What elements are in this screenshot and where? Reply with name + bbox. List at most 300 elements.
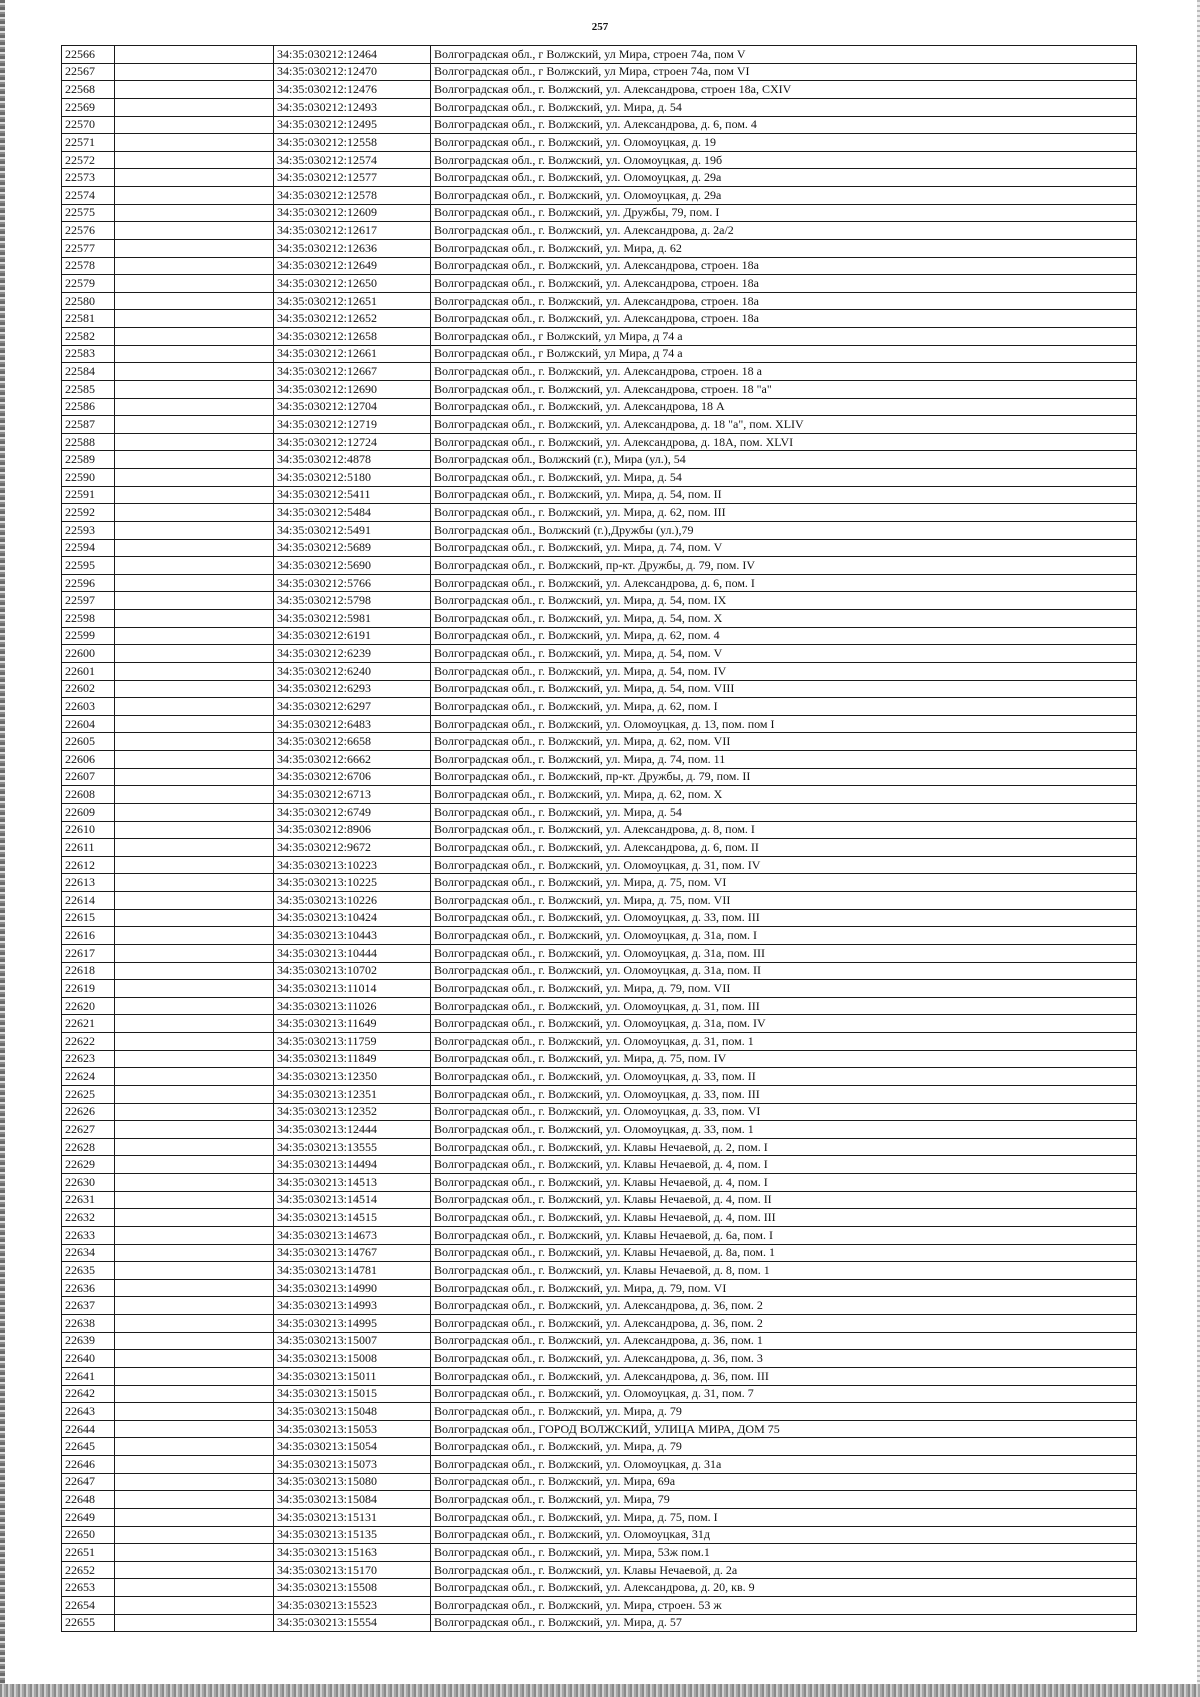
table-row [62, 204, 1137, 222]
row-number-cell: 22627 [62, 1121, 115, 1139]
empty-cell [115, 1579, 274, 1597]
address-cell: Волгоградская обл., г. Волжский, ул. Оломоуцкая, д. 19 [431, 134, 1137, 152]
row-number-cell: 22615 [62, 909, 115, 927]
row-number-cell: 22614 [62, 892, 115, 910]
address-cell: Волгоградская обл., г. Волжский, ул. Мира, строен. 53 ж [431, 1597, 1137, 1615]
row-number-cell: 22611 [62, 839, 115, 857]
row-number-cell: 22597 [62, 592, 115, 610]
empty-cell [115, 469, 274, 487]
table-row [62, 751, 1137, 769]
table-row [62, 1332, 1137, 1350]
empty-cell [115, 486, 274, 504]
empty-cell [115, 786, 274, 804]
cadastral-number-cell: 34:35:030212:5491 [274, 521, 431, 539]
cadastral-number-cell: 34:35:030213:15554 [274, 1614, 431, 1632]
empty-cell [115, 1015, 274, 1033]
row-number-cell: 22637 [62, 1297, 115, 1315]
table-row [62, 892, 1137, 910]
table-row [62, 1385, 1137, 1403]
address-cell: Волгоградская обл., г. Волжский, ул. Мира, д. 74, пом. V [431, 539, 1137, 557]
table-row [62, 856, 1137, 874]
row-number-cell: 22652 [62, 1561, 115, 1579]
cadastral-number-cell: 34:35:030212:12578 [274, 187, 431, 205]
address-cell: Волгоградская обл., г. Волжский, ул. Мира, д. 62, пом. 4 [431, 627, 1137, 645]
registry-table-body [62, 46, 1137, 1632]
table-row [62, 239, 1137, 257]
table-row [62, 680, 1137, 698]
cadastral-number-cell: 34:35:030212:12577 [274, 169, 431, 187]
row-number-cell: 22574 [62, 187, 115, 205]
row-number-cell: 22641 [62, 1367, 115, 1385]
empty-cell [115, 292, 274, 310]
empty-cell [115, 222, 274, 240]
cadastral-number-cell: 34:35:030212:12724 [274, 433, 431, 451]
cadastral-number-cell: 34:35:030213:10702 [274, 962, 431, 980]
address-cell: Волгоградская обл., г. Волжский, ул. Клавы Нечаевой, д. 2, пом. I [431, 1138, 1137, 1156]
cadastral-number-cell: 34:35:030212:12719 [274, 416, 431, 434]
empty-cell [115, 1103, 274, 1121]
table-row [62, 627, 1137, 645]
table-row [62, 416, 1137, 434]
empty-cell [115, 345, 274, 363]
empty-cell [115, 63, 274, 81]
table-row [62, 698, 1137, 716]
address-cell: Волгоградская обл., г. Волжский, ул. Оломоуцкая, д. 31, пом. 1 [431, 1033, 1137, 1051]
address-cell: Волгоградская обл., г. Волжский, ул. Мира, д. 74, пом. 11 [431, 751, 1137, 769]
cadastral-number-cell: 34:35:030213:10223 [274, 856, 431, 874]
cadastral-number-cell: 34:35:030212:12649 [274, 257, 431, 275]
cadastral-number-cell: 34:35:030212:12690 [274, 380, 431, 398]
address-cell: Волгоградская обл., г Волжский, ул Мира, строен 74а, пом VI [431, 63, 1137, 81]
address-cell: Волгоградская обл., г. Волжский, ул. Мира, д. 75, пом. VI [431, 874, 1137, 892]
empty-cell [115, 81, 274, 99]
page-number: 257 [591, 21, 609, 33]
row-number-cell: 22603 [62, 698, 115, 716]
address-cell: Волгоградская обл., г. Волжский, ул. Клавы Нечаевой, д. 8а, пом. 1 [431, 1244, 1137, 1262]
table-row [62, 310, 1137, 328]
row-number-cell: 22640 [62, 1350, 115, 1368]
empty-cell [115, 1456, 274, 1474]
table-row [62, 1597, 1137, 1615]
row-number-cell: 22582 [62, 328, 115, 346]
empty-cell [115, 1226, 274, 1244]
row-number-cell: 22577 [62, 239, 115, 257]
empty-cell [115, 1156, 274, 1174]
empty-cell [115, 1033, 274, 1051]
empty-cell [115, 1138, 274, 1156]
row-number-cell: 22591 [62, 486, 115, 504]
table-row [62, 469, 1137, 487]
table-row [62, 733, 1137, 751]
table-row [62, 275, 1137, 293]
address-cell: Волгоградская обл., г. Волжский, ул. Оломоуцкая, д. 29а [431, 169, 1137, 187]
cadastral-number-cell: 34:35:030212:12650 [274, 275, 431, 293]
cadastral-number-cell: 34:35:030212:5766 [274, 574, 431, 592]
empty-cell [115, 1121, 274, 1139]
table-row [62, 803, 1137, 821]
table-row [62, 1050, 1137, 1068]
empty-cell [115, 363, 274, 381]
address-cell: Волгоградская обл., г. Волжский, ул. Мира, д. 75, пом. I [431, 1508, 1137, 1526]
table-row [62, 1156, 1137, 1174]
address-cell: Волгоградская обл., г. Волжский, ул. Мира, д. 62, пом. X [431, 786, 1137, 804]
cadastral-number-cell: 34:35:030212:12617 [274, 222, 431, 240]
table-row [62, 504, 1137, 522]
address-cell: Волгоградская обл., г. Волжский, ул. Оломоуцкая, д. 31а, пом. IV [431, 1015, 1137, 1033]
empty-cell [115, 1385, 274, 1403]
empty-cell [115, 1420, 274, 1438]
table-row [62, 46, 1137, 64]
row-number-cell: 22623 [62, 1050, 115, 1068]
cadastral-number-cell: 34:35:030212:6662 [274, 751, 431, 769]
table-row [62, 328, 1137, 346]
empty-cell [115, 204, 274, 222]
table-row [62, 1121, 1137, 1139]
row-number-cell: 22594 [62, 539, 115, 557]
empty-cell [115, 1262, 274, 1280]
address-cell: Волгоградская обл., г. Волжский, ул. Мира, д. 54, пом. II [431, 486, 1137, 504]
empty-cell [115, 539, 274, 557]
cadastral-number-cell: 34:35:030212:6713 [274, 786, 431, 804]
address-cell: Волгоградская обл., г. Волжский, ул. Александрова, строен. 18а [431, 292, 1137, 310]
row-number-cell: 22639 [62, 1332, 115, 1350]
scan-edge-bottom [0, 1684, 1200, 1697]
table-row [62, 1279, 1137, 1297]
cadastral-number-cell: 34:35:030213:10225 [274, 874, 431, 892]
table-row [62, 345, 1137, 363]
row-number-cell: 22633 [62, 1226, 115, 1244]
cadastral-number-cell: 34:35:030213:11014 [274, 980, 431, 998]
empty-cell [115, 275, 274, 293]
address-cell: Волгоградская обл., г. Волжский, ул. Оломоуцкая, д. 31а, пом. I [431, 927, 1137, 945]
cadastral-number-cell: 34:35:030213:10444 [274, 944, 431, 962]
empty-cell [115, 1403, 274, 1421]
table-row [62, 63, 1137, 81]
table-row [62, 1174, 1137, 1192]
table-row [62, 1508, 1137, 1526]
table-row [62, 116, 1137, 134]
table-row [62, 1244, 1137, 1262]
address-cell: Волгоградская обл., г. Волжский, ул. Оломоуцкая, д. 33, пом. III [431, 909, 1137, 927]
row-number-cell: 22573 [62, 169, 115, 187]
address-cell: Волгоградская обл., г. Волжский, ул. Мира, д. 79, пом. VI [431, 1279, 1137, 1297]
cadastral-number-cell: 34:35:030212:5981 [274, 610, 431, 628]
address-cell: Волгоградская обл., ГОРОД ВОЛЖСКИЙ, УЛИЦА МИРА, ДОМ 75 [431, 1420, 1137, 1438]
empty-cell [115, 416, 274, 434]
table-row [62, 962, 1137, 980]
address-cell: Волгоградская обл., Волжский (г.),Дружбы (ул.),79 [431, 521, 1137, 539]
address-cell: Волгоградская обл., г. Волжский, ул. Клавы Нечаевой, д. 4, пом. II [431, 1191, 1137, 1209]
cadastral-number-cell: 34:35:030213:12444 [274, 1121, 431, 1139]
row-number-cell: 22616 [62, 927, 115, 945]
empty-cell [115, 257, 274, 275]
cadastral-number-cell: 34:35:030212:9672 [274, 839, 431, 857]
table-row [62, 1579, 1137, 1597]
table-row [62, 645, 1137, 663]
cadastral-number-cell: 34:35:030213:14990 [274, 1279, 431, 1297]
empty-cell [115, 645, 274, 663]
address-cell: Волгоградская обл., г. Волжский, ул. Мира, д. 79 [431, 1438, 1137, 1456]
cadastral-number-cell: 34:35:030212:12464 [274, 46, 431, 64]
cadastral-number-cell: 34:35:030213:15508 [274, 1579, 431, 1597]
address-cell: Волгоградская обл., г. Волжский, ул. Мира, д. 54, пом. VIII [431, 680, 1137, 698]
table-row [62, 81, 1137, 99]
address-cell: Волгоградская обл., г. Волжский, ул. Александрова, строен. 18а [431, 275, 1137, 293]
address-cell: Волгоградская обл., г. Волжский, ул. Мира, 53ж пом.1 [431, 1544, 1137, 1562]
cadastral-number-cell: 34:35:030212:12476 [274, 81, 431, 99]
address-cell: Волгоградская обл., г. Волжский, ул. Александрова, строен. 18 "а" [431, 380, 1137, 398]
row-number-cell: 22618 [62, 962, 115, 980]
table-row [62, 1262, 1137, 1280]
row-number-cell: 22612 [62, 856, 115, 874]
table-row [62, 944, 1137, 962]
cadastral-number-cell: 34:35:030212:6239 [274, 645, 431, 663]
row-number-cell: 22607 [62, 768, 115, 786]
table-row [62, 1614, 1137, 1632]
empty-cell [115, 433, 274, 451]
empty-cell [115, 856, 274, 874]
cadastral-number-cell: 34:35:030213:15073 [274, 1456, 431, 1474]
row-number-cell: 22589 [62, 451, 115, 469]
cadastral-number-cell: 34:35:030212:12661 [274, 345, 431, 363]
cadastral-number-cell: 34:35:030213:15163 [274, 1544, 431, 1562]
cadastral-number-cell: 34:35:030212:12651 [274, 292, 431, 310]
row-number-cell: 22584 [62, 363, 115, 381]
empty-cell [115, 962, 274, 980]
empty-cell [115, 1438, 274, 1456]
empty-cell [115, 1473, 274, 1491]
row-number-cell: 22590 [62, 469, 115, 487]
row-number-cell: 22651 [62, 1544, 115, 1562]
table-row [62, 187, 1137, 205]
cadastral-number-cell: 34:35:030213:15523 [274, 1597, 431, 1615]
row-number-cell: 22628 [62, 1138, 115, 1156]
row-number-cell: 22646 [62, 1456, 115, 1474]
cadastral-number-cell: 34:35:030213:15053 [274, 1420, 431, 1438]
row-number-cell: 22631 [62, 1191, 115, 1209]
cadastral-number-cell: 34:35:030213:15084 [274, 1491, 431, 1509]
address-cell: Волгоградская обл., г. Волжский, ул. Мира, д. 54 [431, 98, 1137, 116]
row-number-cell: 22588 [62, 433, 115, 451]
cadastral-number-cell: 34:35:030212:5484 [274, 504, 431, 522]
row-number-cell: 22632 [62, 1209, 115, 1227]
cadastral-number-cell: 34:35:030213:14515 [274, 1209, 431, 1227]
empty-cell [115, 1367, 274, 1385]
row-number-cell: 22653 [62, 1579, 115, 1597]
cadastral-number-cell: 34:35:030212:6658 [274, 733, 431, 751]
cadastral-number-cell: 34:35:030213:14514 [274, 1191, 431, 1209]
address-cell: Волгоградская обл., г. Волжский, ул. Мира, д. 62, пом. III [431, 504, 1137, 522]
table-row [62, 222, 1137, 240]
empty-cell [115, 803, 274, 821]
address-cell: Волгоградская обл., г. Волжский, ул. Оломоуцкая, д. 31, пом. IV [431, 856, 1137, 874]
address-cell: Волгоградская обл., г. Волжский, ул. Александрова, строен. 18а [431, 257, 1137, 275]
address-cell: Волгоградская обл., г. Волжский, ул. Оломоуцкая, д. 31а, пом. II [431, 962, 1137, 980]
address-cell: Волгоградская обл., г. Волжский, ул. Александрова, д. 6, пом. I [431, 574, 1137, 592]
address-cell: Волгоградская обл., г. Волжский, ул. Клавы Нечаевой, д. 6а, пом. I [431, 1226, 1137, 1244]
address-cell: Волгоградская обл., г. Волжский, ул. Мира, д. 54, пом. V [431, 645, 1137, 663]
row-number-cell: 22606 [62, 751, 115, 769]
table-row [62, 1473, 1137, 1491]
empty-cell [115, 1068, 274, 1086]
empty-cell [115, 1244, 274, 1262]
table-row [62, 134, 1137, 152]
row-number-cell: 22593 [62, 521, 115, 539]
table-row [62, 1103, 1137, 1121]
empty-cell [115, 1279, 274, 1297]
address-cell: Волгоградская обл., г. Волжский, ул. Оломоуцкая, д. 33, пом. II [431, 1068, 1137, 1086]
address-cell: Волгоградская обл., г. Волжский, ул. Оломоуцкая, д. 33, пом. VI [431, 1103, 1137, 1121]
cadastral-number-cell: 34:35:030213:15011 [274, 1367, 431, 1385]
empty-cell [115, 768, 274, 786]
empty-cell [115, 169, 274, 187]
address-cell: Волгоградская обл., г. Волжский, ул. Мира, д. 54, пом. IV [431, 662, 1137, 680]
cadastral-number-cell: 34:35:030212:12493 [274, 98, 431, 116]
row-number-cell: 22576 [62, 222, 115, 240]
address-cell: Волгоградская обл., г. Волжский, ул. Александрова, д. 20, кв. 9 [431, 1579, 1137, 1597]
row-number-cell: 22570 [62, 116, 115, 134]
table-row [62, 909, 1137, 927]
cadastral-number-cell: 34:35:030212:12609 [274, 204, 431, 222]
cadastral-number-cell: 34:35:030213:11649 [274, 1015, 431, 1033]
empty-cell [115, 1315, 274, 1333]
empty-cell [115, 504, 274, 522]
table-row [62, 592, 1137, 610]
table-row [62, 1491, 1137, 1509]
row-number-cell: 22619 [62, 980, 115, 998]
cadastral-number-cell: 34:35:030213:13555 [274, 1138, 431, 1156]
address-cell: Волгоградская обл., г Волжский, ул Мира, строен 74а, пом V [431, 46, 1137, 64]
row-number-cell: 22645 [62, 1438, 115, 1456]
cadastral-number-cell: 34:35:030212:6240 [274, 662, 431, 680]
row-number-cell: 22595 [62, 557, 115, 575]
empty-cell [115, 1526, 274, 1544]
cadastral-number-cell: 34:35:030212:12667 [274, 363, 431, 381]
row-number-cell: 22613 [62, 874, 115, 892]
table-row [62, 610, 1137, 628]
cadastral-number-cell: 34:35:030213:15131 [274, 1508, 431, 1526]
table-row [62, 1350, 1137, 1368]
address-cell: Волгоградская обл., г. Волжский, ул. Александрова, 18 А [431, 398, 1137, 416]
row-number-cell: 22609 [62, 803, 115, 821]
row-number-cell: 22601 [62, 662, 115, 680]
cadastral-number-cell: 34:35:030212:6706 [274, 768, 431, 786]
cadastral-number-cell: 34:35:030212:6293 [274, 680, 431, 698]
table-row [62, 1191, 1137, 1209]
empty-cell [115, 892, 274, 910]
address-cell: Волгоградская обл., г. Волжский, ул. Оломоуцкая, д. 33, пом. 1 [431, 1121, 1137, 1139]
empty-cell [115, 1508, 274, 1526]
empty-cell [115, 380, 274, 398]
row-number-cell: 22596 [62, 574, 115, 592]
empty-cell [115, 839, 274, 857]
table-row [62, 1420, 1137, 1438]
table-row [62, 98, 1137, 116]
table-row [62, 1033, 1137, 1051]
table-row [62, 997, 1137, 1015]
address-cell: Волгоградская обл., г. Волжский, ул. Мира, д. 54, пом. IX [431, 592, 1137, 610]
table-row [62, 1544, 1137, 1562]
table-row [62, 1456, 1137, 1474]
empty-cell [115, 451, 274, 469]
row-number-cell: 22605 [62, 733, 115, 751]
cadastral-number-cell: 34:35:030212:6483 [274, 715, 431, 733]
empty-cell [115, 1085, 274, 1103]
row-number-cell: 22604 [62, 715, 115, 733]
table-row [62, 380, 1137, 398]
address-cell: Волгоградская обл., г. Волжский, ул. Мира, д. 75, пом. VII [431, 892, 1137, 910]
address-cell: Волгоградская обл., г. Волжский, ул. Оломоуцкая, д. 19б [431, 151, 1137, 169]
empty-cell [115, 1597, 274, 1615]
address-cell: Волгоградская обл., г. Волжский, ул. Клавы Нечаевой, д. 8, пом. 1 [431, 1262, 1137, 1280]
row-number-cell: 22647 [62, 1473, 115, 1491]
cadastral-number-cell: 34:35:030212:12658 [274, 328, 431, 346]
row-number-cell: 22626 [62, 1103, 115, 1121]
row-number-cell: 22586 [62, 398, 115, 416]
address-cell: Волгоградская обл., г. Волжский, ул. Мира, д. 62, пом. I [431, 698, 1137, 716]
empty-cell [115, 1174, 274, 1192]
row-number-cell: 22643 [62, 1403, 115, 1421]
empty-cell [115, 610, 274, 628]
empty-cell [115, 151, 274, 169]
address-cell: Волгоградская обл., г. Волжский, ул. Мира, д. 54 [431, 803, 1137, 821]
row-number-cell: 22617 [62, 944, 115, 962]
row-number-cell: 22622 [62, 1033, 115, 1051]
address-cell: Волгоградская обл., г. Волжский, ул. Оломоуцкая, д. 31, пом. 7 [431, 1385, 1137, 1403]
address-cell: Волгоградская обл., г. Волжский, ул. Оломоуцкая, д. 31а, пом. III [431, 944, 1137, 962]
cadastral-number-cell: 34:35:030212:12636 [274, 239, 431, 257]
address-cell: Волгоградская обл., г. Волжский, ул. Александрова, д. 36, пом. 1 [431, 1332, 1137, 1350]
cadastral-number-cell: 34:35:030212:5180 [274, 469, 431, 487]
address-cell: Волгоградская обл., г. Волжский, ул. Клавы Нечаевой, д. 4, пом. I [431, 1156, 1137, 1174]
table-row [62, 451, 1137, 469]
cadastral-number-cell: 34:35:030212:5690 [274, 557, 431, 575]
address-cell: Волгоградская обл., г. Волжский, ул. Клавы Нечаевой, д. 4, пом. III [431, 1209, 1137, 1227]
address-cell: Волгоградская обл., г. Волжский, ул. Мира, д. 79, пом. VII [431, 980, 1137, 998]
empty-cell [115, 1050, 274, 1068]
empty-cell [115, 680, 274, 698]
row-number-cell: 22649 [62, 1508, 115, 1526]
table-row [62, 169, 1137, 187]
address-cell: Волгоградская обл., г. Волжский, ул. Александрова, д. 36, пом. 2 [431, 1315, 1137, 1333]
address-cell: Волгоградская обл., г. Волжский, ул. Оломоуцкая, д. 13, пом. пом I [431, 715, 1137, 733]
address-cell: Волгоградская обл., г. Волжский, ул. Александрова, д. 6, пом. 4 [431, 116, 1137, 134]
row-number-cell: 22580 [62, 292, 115, 310]
table-row [62, 874, 1137, 892]
table-row [62, 1561, 1137, 1579]
row-number-cell: 22602 [62, 680, 115, 698]
address-cell: Волгоградская обл., г. Волжский, ул. Александрова, строен. 18 а [431, 363, 1137, 381]
cadastral-number-cell: 34:35:030212:6297 [274, 698, 431, 716]
address-cell: Волгоградская обл., г. Волжский, ул. Мира, д. 62, пом. VII [431, 733, 1137, 751]
empty-cell [115, 1561, 274, 1579]
cadastral-number-cell: 34:35:030212:5689 [274, 539, 431, 557]
cadastral-number-cell: 34:35:030213:15008 [274, 1350, 431, 1368]
table-row [62, 1526, 1137, 1544]
row-number-cell: 22624 [62, 1068, 115, 1086]
address-cell: Волгоградская обл., г. Волжский, ул. Мира, д. 57 [431, 1614, 1137, 1632]
row-number-cell: 22567 [62, 63, 115, 81]
empty-cell [115, 116, 274, 134]
table-row [62, 821, 1137, 839]
cadastral-number-cell: 34:35:030212:4878 [274, 451, 431, 469]
address-cell: Волгоградская обл., г. Волжский, ул. Мира, д. 79 [431, 1403, 1137, 1421]
cadastral-number-cell: 34:35:030213:14781 [274, 1262, 431, 1280]
table-row [62, 574, 1137, 592]
table-row [62, 786, 1137, 804]
table-row [62, 1367, 1137, 1385]
row-number-cell: 22636 [62, 1279, 115, 1297]
